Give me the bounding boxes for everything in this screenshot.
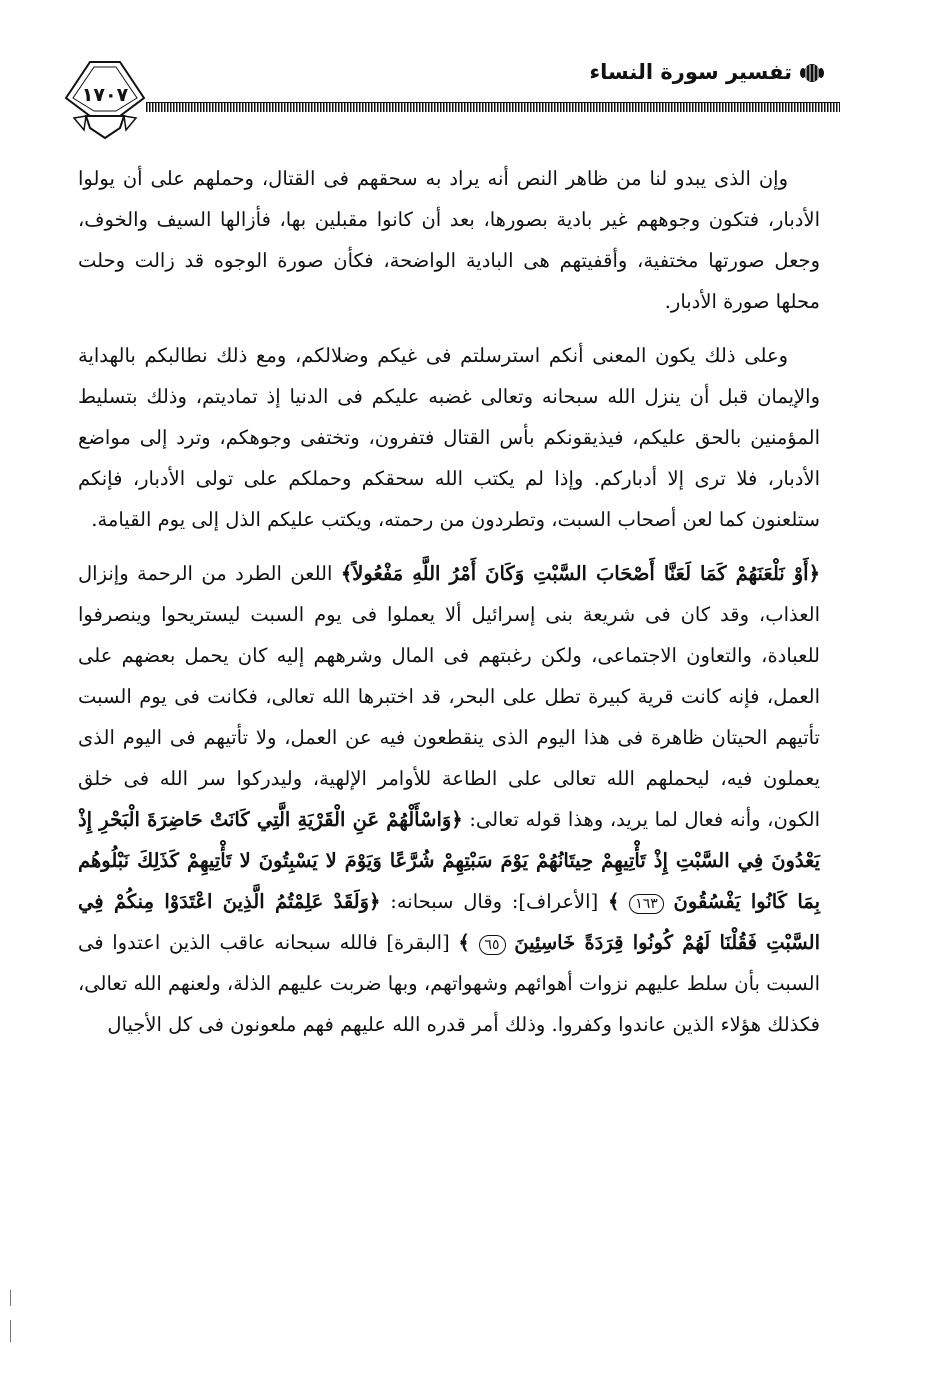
ayah-number-marker: ١٦٣	[629, 894, 664, 914]
quran-verse: ﴿أَوْ نَلْعَنَهُمْ كَمَا لَعَنَّا أَصْحَابَ السَّبْتِ وَكَانَ أَمْرُ اللَّهِ مَفْعُولاً﴾	[340, 562, 820, 585]
verse-close-bracket: ﴾	[607, 890, 620, 913]
quran-verse: ﴿وَلَقَدْ عَلِمْتُمُ الَّذِينَ اعْتَدَوْا مِنكُمْ فِي السَّبْتِ فَقُلْنَا لَهُمْ كُونُوا قِرَدَةً خَاسِئِينَ	[78, 890, 820, 954]
ayah-number-marker: ٦٥	[479, 935, 506, 955]
commentary-text: فالله سبحانه عاقب الذين اعتدوا فى السبت بأن سلط عليهم نزوات أهوائهم وشهواتهم، وبها ضربت عليهم الذلة، ولعنهم الله تعالى، فكذلك هؤلاء الذين عاندوا وكفروا. وذلك أمر قدره الله عليهم فهم ملعونون فى كل الأجيال	[78, 931, 820, 1036]
chapter-title: تفسير سورة النساء	[589, 60, 792, 84]
scan-margin-mark	[10, 1320, 11, 1342]
paragraph: وإن الذى يبدو لنا من ظاهر النص أنه يراد به سحقهم فى القتال، وحملهم على أن يولوا الأدبار، فتكون وجوههم غير بادية بصورها، بعد أن كانوا مقبلين بها، فأزالها السيف والخوف، وجعل صورتها مختفية، وأقفيتهم هى البادية الواضحة، فكأن صورة الوجوه قد زالت وحلت محلها صورة الأدبار.	[78, 167, 820, 313]
quran-verse: ﴿وَاسْأَلْهُمْ عَنِ الْقَرْيَةِ الَّتِي كَانَتْ حَاضِرَةَ الْبَحْرِ إِذْ يَعْدُونَ فِي السَّبْتِ إِذْ تَأْتِيهِمْ حِيتَانُهُمْ يَوْمَ سَبْتِهِمْ شُرَّعًا وَيَوْمَ لا يَسْبِتُونَ لا تَأْتِيهِمْ كَذَلِكَ نَبْلُوهُم بِمَا كَانُوا يَفْسُقُونَ	[78, 808, 821, 913]
flower-ornament-icon	[800, 62, 824, 84]
surah-reference: [الأعراف]: وقال سبحانه:	[380, 890, 608, 913]
page-header	[60, 52, 840, 142]
verse-commentary-paragraph	[78, 553, 820, 1045]
header-rule	[146, 102, 840, 112]
surah-reference: [البقرة]	[377, 931, 459, 954]
page-number: ١٧٠٧	[81, 84, 129, 106]
verse-close-bracket: ﴾	[458, 931, 470, 954]
paragraph: وعلى ذلك يكون المعنى أنكم استرسلتم فى غيكم وضلالكم، ومع ذلك نطالبكم بالهداية والإيمان قبل أن ينزل الله سبحانه وتعالى غضبه عليكم فى الدنيا إذ تماديتم، وذلك بتسليط المؤمنين بالحق عليكم، فيذيقونكم بأس القتال فتفرون، وتختفى وجوهكم، وترد إلى مواضع الأدبار، فلا ترى إلا أدباركم. وإذا لم يكتب الله سحقكم وحملكم على تولى الأدبار، فإنكم ستلعنون كما لعن أصحاب السبت، وتطردون من رحمته، ويكتب عليكم الذل إلى يوم القيامة.	[78, 344, 820, 531]
page-number-badge	[60, 56, 150, 136]
page-body	[78, 158, 820, 1058]
scan-margin-mark	[10, 1290, 11, 1306]
commentary-text: اللعن الطرد من الرحمة وإنزال العذاب، وقد كان فى شريعة بنى إسرائيل ألا يعملوا فى يوم السبت ليستريحوا وينصرفوا للعبادة، والتعاون الاجتماعى، ولكن رغبتهم فى المال وشرههم إليه كان يحمل بعضهم على العمل، فإنه كانت قرية كبيرة تطل على البحر، قد اختبرها الله تعالى، فكانت فى يوم السبت تأتيهم الحيتان ظاهرة فى هذا اليوم الذى ينقطعون فيه عن العمل، ولا تأتيهم فى اليوم الذى يعملون فيه، ليحملهم الله تعالى على الطاعة للأوامر الإلهية، وليدركوا سر الله فى خلق الكون، وأنه فعال لما يريد، وهذا قوله تعالى:	[78, 562, 820, 831]
